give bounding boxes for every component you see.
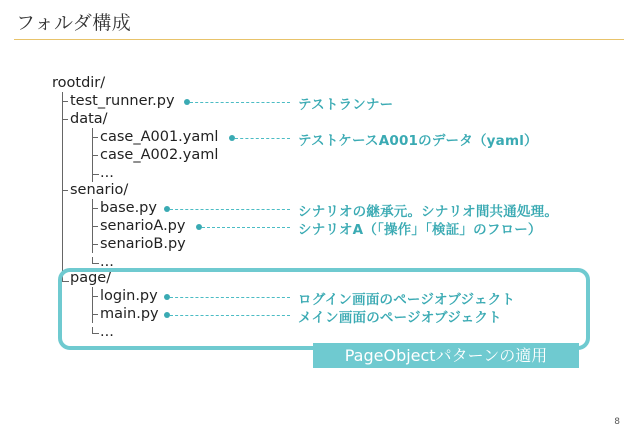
leader-line xyxy=(170,209,290,210)
tree-file-senario-b: senarioB.py xyxy=(100,236,186,252)
tree-folder-data: data/ xyxy=(70,111,108,127)
page-title: フォルダ構成 xyxy=(16,12,132,34)
tree-file-main: main.py xyxy=(100,306,159,322)
note-test-runner: テストランナー xyxy=(298,97,394,113)
note-base: シナリオの継承元。シナリオ間共通処理。 xyxy=(298,204,559,220)
tree-root: rootdir/ xyxy=(52,75,106,91)
tree-folder-senario: senario/ xyxy=(70,182,129,198)
title-divider xyxy=(14,39,624,40)
leader-line xyxy=(202,227,290,228)
tree-folder-page: page/ xyxy=(70,270,112,286)
tree-more-data: ... xyxy=(100,165,114,181)
tree-file-case-a001: case_A001.yaml xyxy=(100,129,219,145)
leader-line xyxy=(235,138,290,139)
note-senario-a: シナリオA（「操作」「検証」のフロー） xyxy=(298,222,542,238)
tree-file-base: base.py xyxy=(100,200,157,216)
note-login: ログイン画面のページオブジェクト xyxy=(298,292,516,308)
leader-line xyxy=(190,102,290,103)
tree-file-senario-a: senarioA.py xyxy=(100,218,186,234)
tree-file-test-runner: test_runner.py xyxy=(70,93,175,109)
tree-more-page: ... xyxy=(100,324,114,340)
tree-file-case-a002: case_A002.yaml xyxy=(100,147,219,163)
page-number: 8 xyxy=(614,417,620,427)
note-main: メイン画面のページオブジェクト xyxy=(298,310,502,326)
page-object-pattern-label: PageObjectパターンの適用 xyxy=(313,343,579,368)
page-object-highlight-box xyxy=(58,268,590,350)
branch-end-connector xyxy=(92,168,99,175)
tree-more-senario: ... xyxy=(100,254,114,270)
tree-file-login: login.py xyxy=(100,288,158,304)
branch-end-connector xyxy=(92,257,99,264)
note-case-a001: テストケースA001のデータ（yaml） xyxy=(298,133,538,149)
